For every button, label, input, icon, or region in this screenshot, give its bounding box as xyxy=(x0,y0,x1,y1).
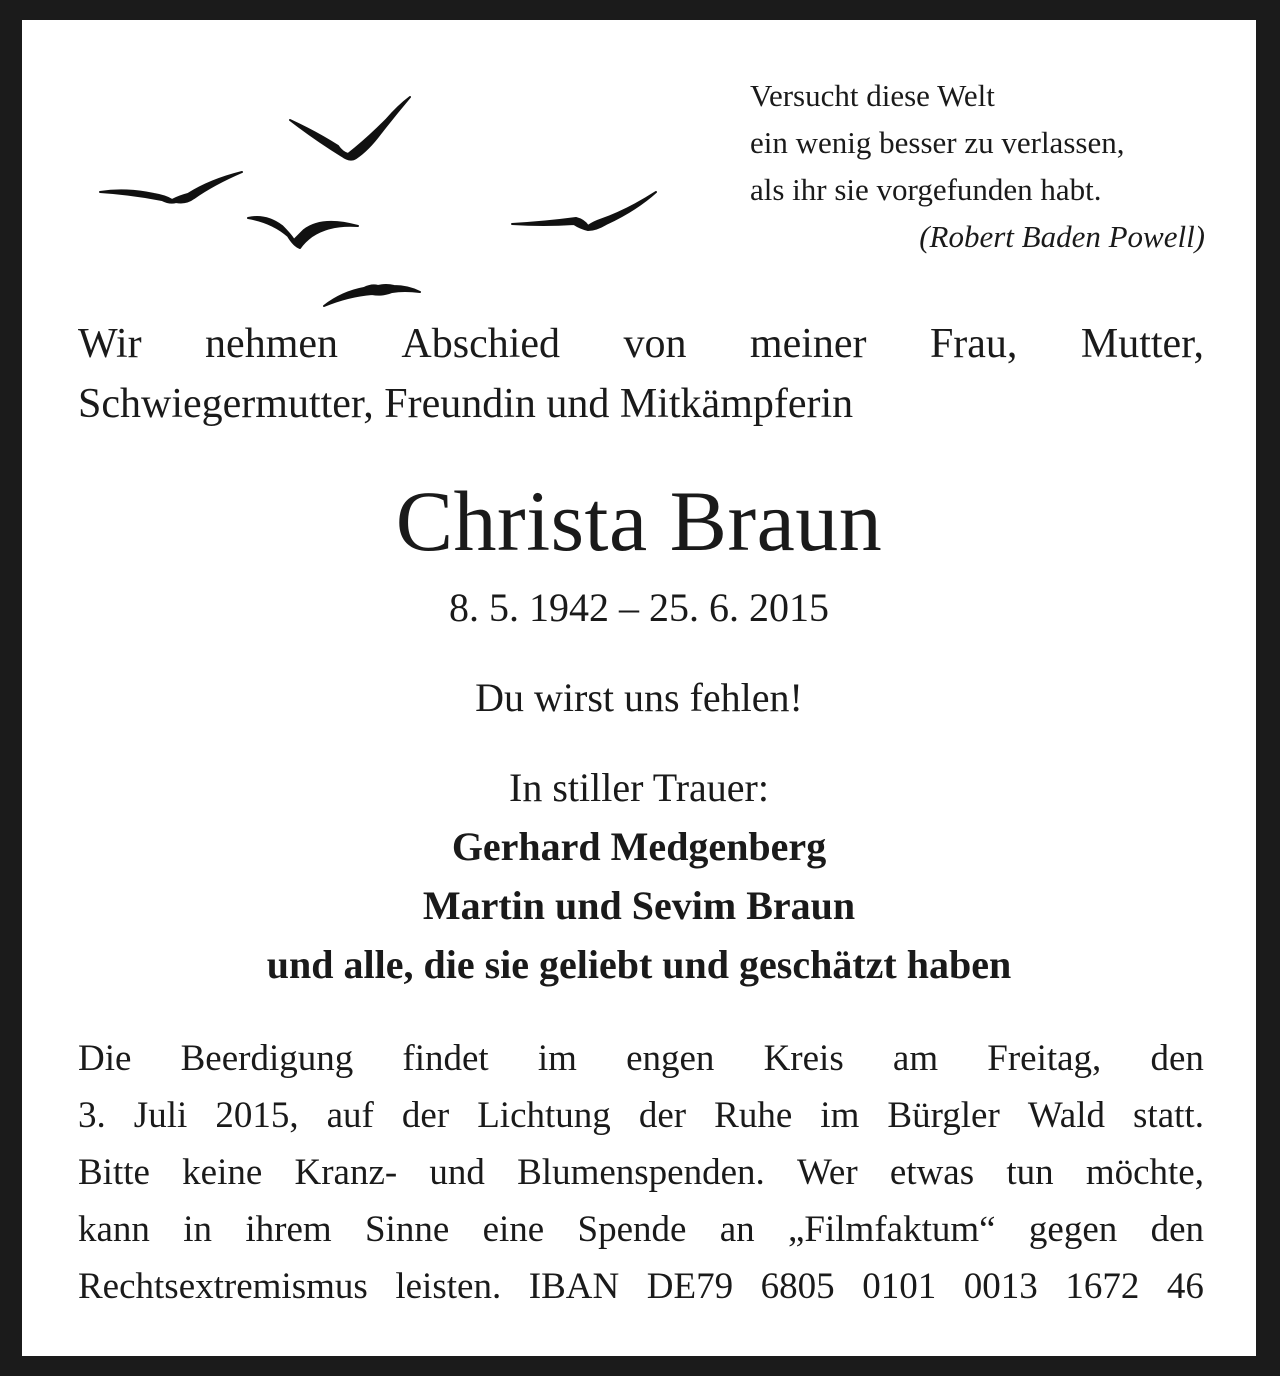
funeral-line xyxy=(78,1201,1204,1258)
funeral-word: Lichtung xyxy=(477,1095,611,1136)
intro-word: Abschied xyxy=(401,321,561,367)
funeral-word: statt. xyxy=(1133,1095,1204,1136)
funeral-word: eine xyxy=(482,1209,545,1250)
funeral-line xyxy=(78,1144,1204,1201)
funeral-word: Rechtsextremismus xyxy=(78,1266,368,1307)
funeral-word: Ruhe xyxy=(714,1095,793,1136)
funeral-word: und xyxy=(429,1152,485,1193)
funeral-word: 2015, xyxy=(215,1095,299,1136)
funeral-line xyxy=(78,1258,1204,1315)
mourners-heading: In stiller Trauer: xyxy=(509,765,769,810)
funeral-word: findet xyxy=(402,1038,489,1079)
funeral-word: keine xyxy=(182,1152,263,1193)
funeral-word: den xyxy=(1150,1038,1204,1079)
funeral-word: Sinne xyxy=(364,1209,450,1250)
bird-icon xyxy=(324,285,420,306)
funeral-word: Beerdigung xyxy=(180,1038,354,1079)
intro-text xyxy=(78,314,1204,434)
life-dates: 8. 5. 1942 – 25. 6. 2015 xyxy=(449,585,829,630)
funeral-word: leisten. xyxy=(395,1266,502,1307)
funeral-word: engen xyxy=(626,1038,715,1079)
intro-word: Mutter, xyxy=(1080,321,1204,367)
funeral-word: in xyxy=(183,1209,213,1250)
intro-word: von xyxy=(623,321,687,367)
quote-line: ein wenig besser zu verlassen, xyxy=(750,125,1125,160)
funeral-word: Bürgler xyxy=(887,1095,1000,1136)
funeral-word: Wer xyxy=(796,1152,858,1193)
funeral-word: etwas xyxy=(889,1152,975,1193)
funeral-word: Wald xyxy=(1027,1095,1105,1136)
quote-line: als ihr sie vorgefunden habt. xyxy=(750,172,1102,207)
funeral-word: IBAN xyxy=(528,1266,620,1307)
funeral-word: 0101 xyxy=(862,1266,937,1307)
bird-icon xyxy=(290,97,410,160)
intro-line xyxy=(78,314,1204,374)
funeral-word: tun xyxy=(1006,1152,1054,1193)
bird-icon xyxy=(512,192,656,230)
bird-icon xyxy=(248,217,358,248)
funeral-word: der xyxy=(638,1095,687,1136)
funeral-word: möchte, xyxy=(1085,1152,1204,1193)
funeral-word: im xyxy=(537,1038,577,1079)
quote-line: Versucht diese Welt xyxy=(750,78,995,113)
birds-illustration xyxy=(76,70,666,330)
funeral-word: an xyxy=(719,1209,755,1250)
funeral-word: den xyxy=(1150,1209,1204,1250)
obituary-notice xyxy=(22,20,1256,1356)
quote-block xyxy=(750,72,1205,260)
farewell-text: Du wirst uns fehlen! xyxy=(475,675,803,720)
funeral-word: 3. xyxy=(78,1095,106,1136)
funeral-word: am xyxy=(892,1038,939,1079)
funeral-word: 6805 xyxy=(760,1266,835,1307)
mourners-block xyxy=(22,758,1256,994)
funeral-word: Die xyxy=(78,1038,132,1079)
mourner-name: und alle, die sie geliebt und geschätzt haben xyxy=(266,942,1012,987)
funeral-word: der xyxy=(401,1095,450,1136)
funeral-word: Kranz- xyxy=(294,1152,398,1193)
funeral-word: ihrem xyxy=(245,1209,332,1250)
funeral-word: 46 xyxy=(1166,1266,1204,1307)
funeral-info xyxy=(78,1030,1204,1315)
funeral-word: Juli xyxy=(133,1095,188,1136)
intro-word: nehmen xyxy=(205,321,338,367)
mourner-name: Martin und Sevim Braun xyxy=(422,883,856,928)
intro-word: Wir xyxy=(78,321,142,367)
intro-word: meiner xyxy=(749,321,867,367)
funeral-line xyxy=(78,1087,1204,1144)
deceased-name: Christa Braun xyxy=(395,473,883,569)
funeral-word: Kreis xyxy=(763,1038,844,1079)
intro-line: Schwiegermutter, Freundin und Mitkämpferin xyxy=(78,381,854,427)
funeral-word: Freitag, xyxy=(987,1038,1102,1079)
funeral-word: 0013 xyxy=(963,1266,1038,1307)
funeral-word: Bitte xyxy=(78,1152,150,1193)
funeral-word: Blumenspenden. xyxy=(517,1152,765,1193)
funeral-word: DE79 xyxy=(646,1266,734,1307)
funeral-word: auf xyxy=(326,1095,374,1136)
funeral-word: gegen xyxy=(1028,1209,1118,1250)
intro-word: Frau, xyxy=(929,321,1018,367)
bird-icon xyxy=(100,172,242,203)
funeral-word: im xyxy=(820,1095,860,1136)
mourner-name: Gerhard Medgenberg xyxy=(451,824,827,869)
funeral-line xyxy=(78,1030,1204,1087)
funeral-word: 1672 xyxy=(1065,1266,1140,1307)
funeral-word: Spende xyxy=(577,1209,687,1250)
funeral-word: kann xyxy=(78,1209,150,1250)
quote-author: (Robert Baden Powell) xyxy=(919,219,1205,254)
funeral-word: „Filmfaktum“ xyxy=(788,1209,996,1250)
